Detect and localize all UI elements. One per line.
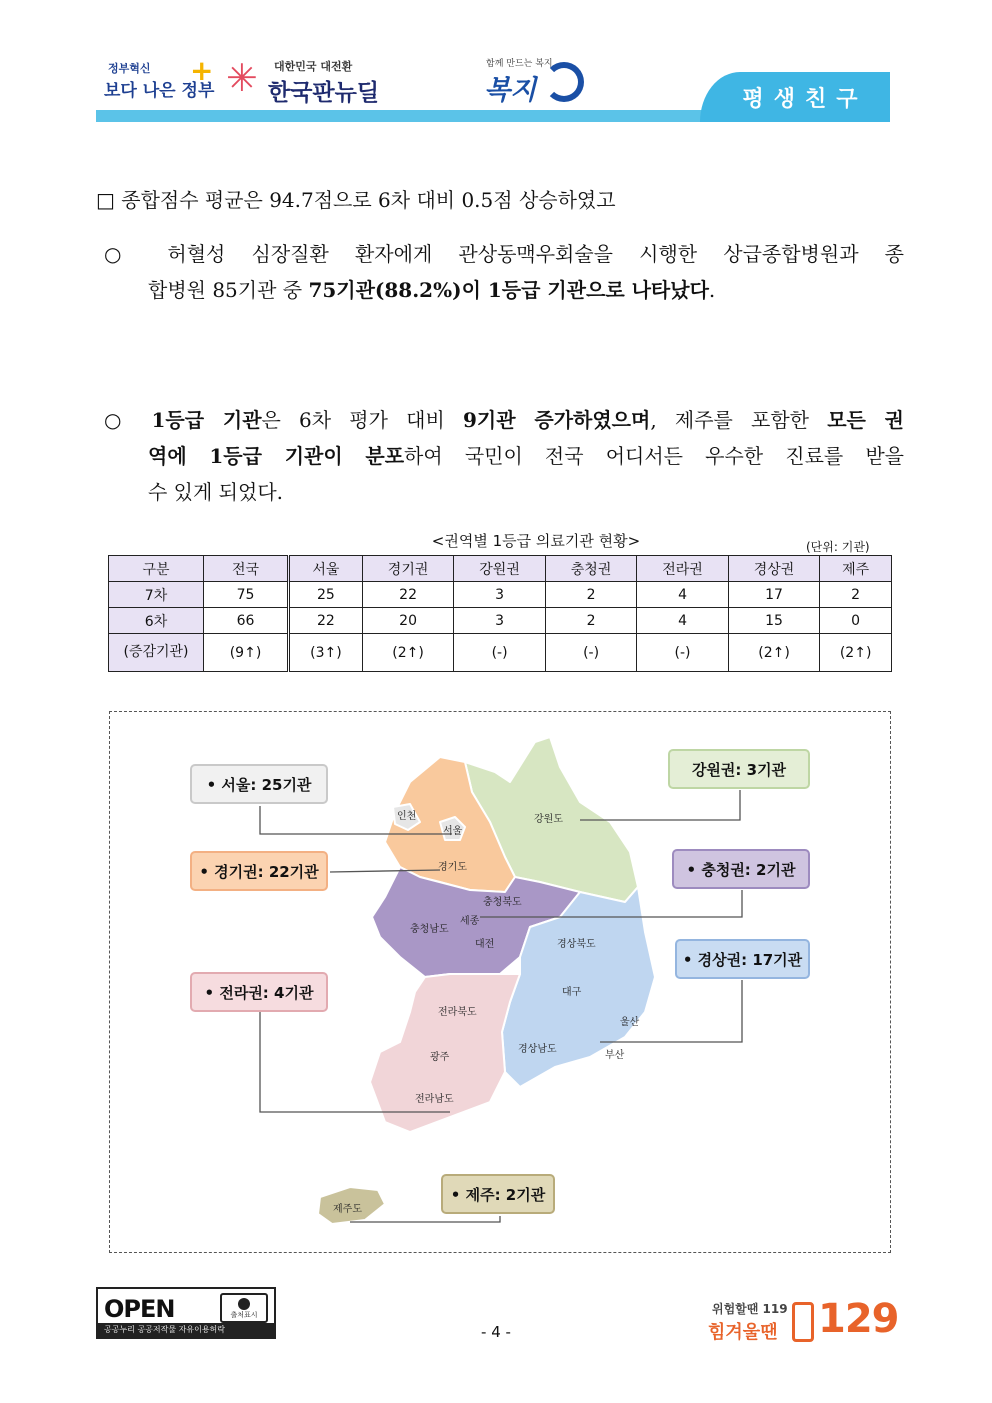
bullet-2-em-3: 모든 권 <box>827 408 904 432</box>
region-label-gangwon: 강원도 <box>534 814 563 825</box>
table-header-cell: 구분 <box>109 556 204 582</box>
bullet-paragraph-2 <box>104 402 904 510</box>
bullet-1-line-2 <box>104 272 904 308</box>
region-label-incheon: 인천 <box>397 811 417 822</box>
region-label-jeonbuk: 전라북도 <box>438 1007 477 1018</box>
table-cell: 0 <box>820 608 892 634</box>
welfare-logo <box>484 52 584 106</box>
bullet-2-em-1: 1등급 기관 <box>151 408 262 432</box>
table-unit: (단위: 기관) <box>806 540 870 554</box>
bullet-1-emphasis: 75기관(88.2%)이 1등급 기관으로 나타났다 <box>308 278 709 302</box>
table-cell: (2↑) <box>820 634 892 672</box>
region-label-gyeongbuk: 경상북도 <box>557 939 596 950</box>
table-header-cell: 서울 <box>289 556 363 582</box>
hotline-line-2: 힘겨울땐 <box>708 1322 778 1343</box>
table-cell: 20 <box>362 608 453 634</box>
table-header-cell: 경기권 <box>362 556 453 582</box>
logo1-big-text: 보다 나은 정부 <box>104 81 215 101</box>
korean-new-deal-logo <box>226 54 380 106</box>
bullet-1-line-1: ○ 허혈성 심장질환 환자에게 관상동맥우회술을 시행한 상급종합병원과 종 <box>104 242 904 266</box>
bullet-2-line-2 <box>104 438 904 474</box>
summary-paragraph: □ 종합점수 평균은 94.7점으로 6차 대비 0.5점 상승하였고 <box>96 188 616 212</box>
table-header-cell: 강원권 <box>454 556 545 582</box>
open-license-bar: 공공누리 공공저작물 자유이용허락 <box>98 1323 274 1337</box>
table-header-cell: 전라권 <box>637 556 728 582</box>
page-header <box>0 0 992 130</box>
table-cell: 22 <box>362 582 453 608</box>
table-cell: 22 <box>289 608 363 634</box>
attribution-text: 출처표시 <box>230 1311 258 1319</box>
table-cell: (-) <box>545 634 636 672</box>
region-label-gyeongnam: 경상남도 <box>518 1044 557 1055</box>
table-cell: 4 <box>637 608 728 634</box>
table-cell: 6차 <box>109 608 204 634</box>
region-label-sejong: 세종 <box>460 916 480 927</box>
table-cell: 66 <box>204 608 289 634</box>
table-cell: 17 <box>728 582 819 608</box>
table-cell: (3↑) <box>289 634 363 672</box>
ring-icon <box>544 62 584 102</box>
bullet-1-text: 합병원 85기관 중 <box>148 278 309 302</box>
open-text: OPEN <box>104 1295 175 1323</box>
table-cell: 2 <box>545 608 636 634</box>
bullet-2-text-3: 하여 국민이 전국 어디서든 우수한 진료를 받을 <box>404 444 904 468</box>
table-cell: 75 <box>204 582 289 608</box>
table-row <box>109 634 892 672</box>
logo3-big-text: 복지 <box>484 75 537 106</box>
table-row <box>109 608 892 634</box>
table-cell: 2 <box>545 582 636 608</box>
table-header-row <box>109 556 892 582</box>
table-cell: 15 <box>728 608 819 634</box>
table-header-cell: 경상권 <box>728 556 819 582</box>
callout-gyeonggi: • 경기권: 22기관 <box>190 851 328 891</box>
regional-stats-table <box>108 555 892 672</box>
region-label-seoul: 서울 <box>443 826 463 837</box>
bullet-2-text-1: 은 6차 평가 대비 <box>261 408 464 432</box>
hotline-logo <box>708 1288 898 1344</box>
region-label-gyeonggi: 경기도 <box>438 862 467 873</box>
gangwon-connector <box>580 790 740 820</box>
table-header-cell: 충청권 <box>545 556 636 582</box>
table-cell: 2 <box>820 582 892 608</box>
bullet-2-em-4: 역에 1등급 기관이 분포 <box>148 444 405 468</box>
table-row <box>109 582 892 608</box>
callout-jeolla: • 전라권: 4기관 <box>190 972 328 1012</box>
hotline-line-1: 위험할땐 119 <box>712 1302 788 1316</box>
region-label-daegu: 대구 <box>562 987 582 998</box>
bullet-2-line-1 <box>104 402 904 438</box>
bullet-2-text-2: , 제주를 포함한 <box>650 408 828 432</box>
table-cell: 4 <box>637 582 728 608</box>
callout-gangwon: 강원권: 3기관 <box>668 749 810 789</box>
region-label-chungnam: 충청남도 <box>410 924 449 935</box>
logo1-small-text: 정부혁신 <box>108 62 151 75</box>
region-label-ulsan: 울산 <box>620 1017 640 1028</box>
table-cell: (-) <box>454 634 545 672</box>
region-label-busan: 부산 <box>605 1050 625 1061</box>
table-cell: (-) <box>637 634 728 672</box>
logo2-big-text: 한국판뉴딜 <box>268 80 380 106</box>
table-caption: <권역별 1등급 의료기관 현황> <box>431 532 641 550</box>
bullet-paragraph-1 <box>104 236 904 308</box>
region-label-daejeon: 대전 <box>475 939 495 950</box>
table-header-cell: 제주 <box>820 556 892 582</box>
plus-icon: + <box>190 54 214 87</box>
logo3-small-text: 함께 만드는 복지 <box>486 59 553 69</box>
table-cell: 3 <box>454 582 545 608</box>
logo2-small-text: 대한민국 대전환 <box>274 60 353 73</box>
region-label-chungbuk: 충청북도 <box>483 897 522 908</box>
table-cell: (증감기관) <box>109 634 204 672</box>
attribution-icon <box>220 1293 268 1323</box>
table-cell: 25 <box>289 582 363 608</box>
jeju-connector <box>350 1216 500 1222</box>
table-cell: (2↑) <box>728 634 819 672</box>
header-tab: 평생친구 <box>700 72 890 122</box>
callout-jeju: • 제주: 2기관 <box>441 1174 555 1214</box>
asterisk-icon: ✳ <box>226 56 258 100</box>
callout-seoul: • 서울: 25기관 <box>190 764 328 804</box>
callout-chungcheong: • 충청권: 2기관 <box>672 849 810 889</box>
bullet-2-em-2: 9기관 증가하였으며 <box>463 408 651 432</box>
table-cell: (9↑) <box>204 634 289 672</box>
page-number: - 4 - <box>481 1323 511 1341</box>
callout-gyeongsang: • 경상권: 17기관 <box>675 939 810 979</box>
table-header-cell: 전국 <box>204 556 289 582</box>
gov-innovation-logo <box>104 52 214 104</box>
bullet-2-marker: ○ <box>104 408 152 432</box>
region-label-gwangju: 광주 <box>430 1052 450 1063</box>
bullet-1-period: . <box>708 278 716 302</box>
hotline-number: 129 <box>818 1296 899 1342</box>
phone-icon <box>792 1302 814 1342</box>
bullet-2-line-3: 수 있게 되었다. <box>148 480 283 504</box>
region-label-jeju: 제주도 <box>333 1204 362 1215</box>
region-label-jeonnam: 전라남도 <box>415 1094 454 1105</box>
table-cell: 3 <box>454 608 545 634</box>
table-cell: 7차 <box>109 582 204 608</box>
table-cell: (2↑) <box>362 634 453 672</box>
korea-map-figure <box>109 711 891 1253</box>
